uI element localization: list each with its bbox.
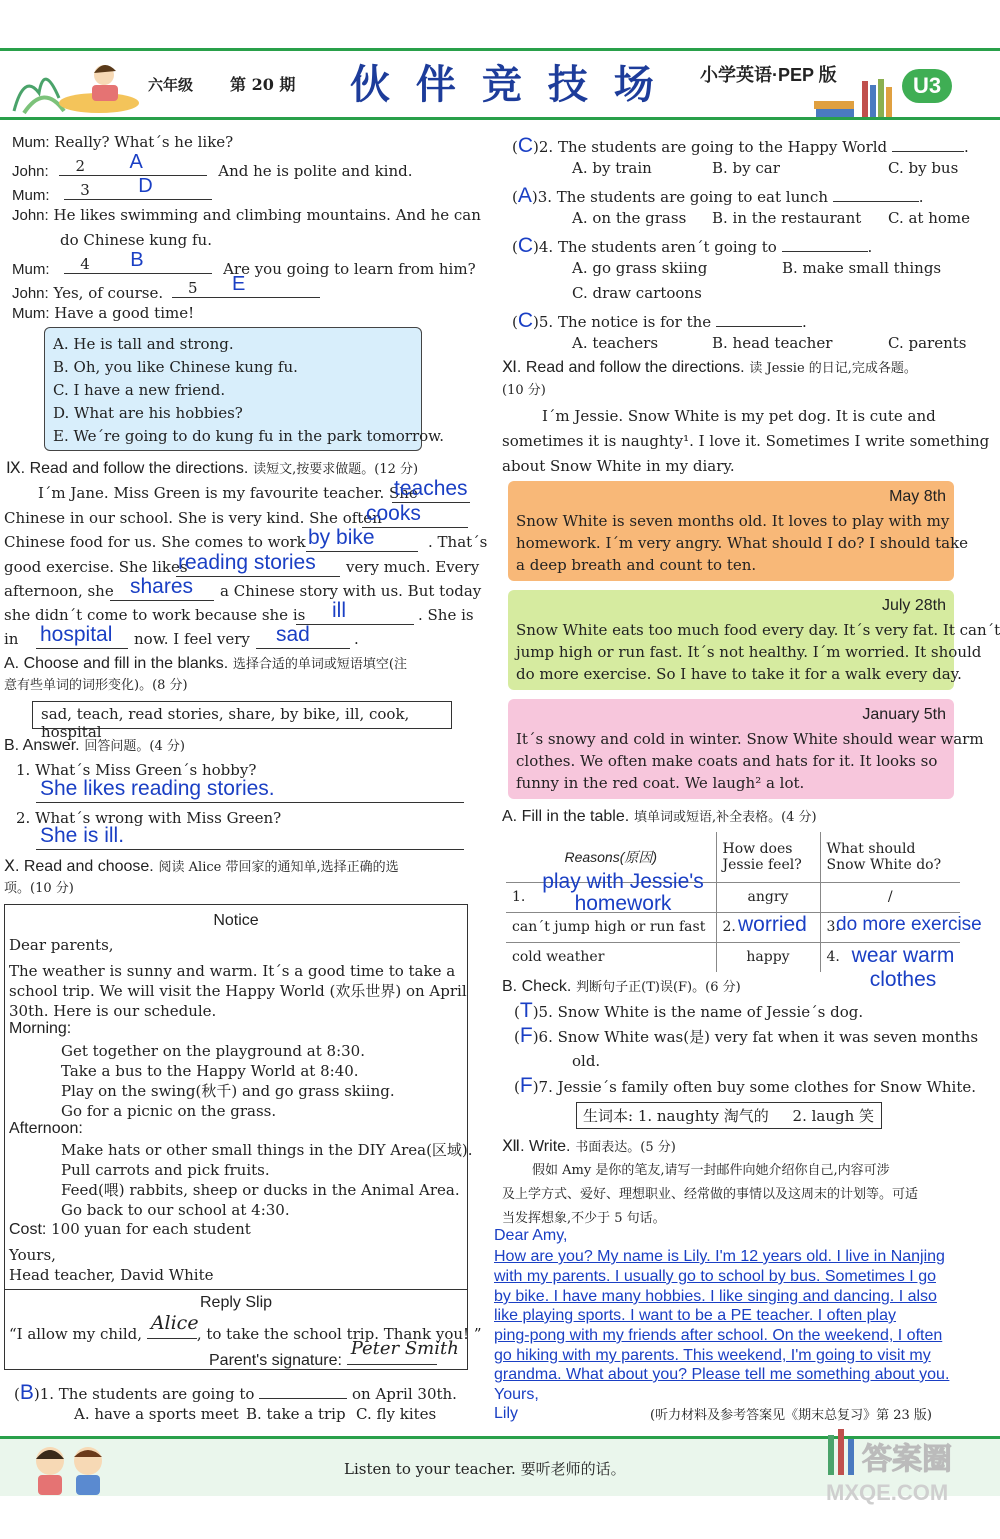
- section-instruction: 判断句子正(T)误(F)。(6 分): [576, 980, 741, 995]
- question: 2. What´s wrong with Miss Green?: [16, 809, 282, 827]
- answer-blank: [172, 273, 320, 298]
- question: )3. The students are going to eat lunch: [531, 188, 828, 206]
- notice-greeting: Dear parents,: [9, 936, 114, 954]
- question: )5. The notice is for the: [533, 313, 712, 331]
- speaker: John:: [12, 163, 49, 180]
- table-cell: cold weather: [506, 942, 716, 972]
- blank-number: 1.: [512, 889, 526, 905]
- signature-field: [347, 1338, 459, 1365]
- diary-entry-july: [508, 590, 1000, 690]
- question: .: [867, 238, 873, 256]
- notice-line: The weather is sunny and warm. It´s a good time to take a: [9, 962, 456, 980]
- section-instruction: 读 Jessie 的日记,完成各题。: [749, 361, 917, 376]
- subject-label: 小学英语·PEP 版: [700, 65, 837, 85]
- schedule-item: Play on the swing(秋千) and go grass skiing.: [61, 1082, 395, 1100]
- question: .: [963, 138, 969, 156]
- question: )1. The students are going to: [33, 1385, 255, 1403]
- dialog-line: Have a good time!: [54, 304, 195, 322]
- handwritten-answer: C: [517, 134, 534, 157]
- word-bank: [32, 701, 452, 741]
- schedule-item: Go for a picnic on the grass.: [61, 1102, 277, 1120]
- passage-line: about Snow White in my diary.: [502, 457, 735, 475]
- check-statement: )6. Snow White was(是) very fat when it was seven months: [532, 1028, 979, 1046]
- handwritten-answer: shares: [130, 575, 194, 598]
- check-statement: )7. Jessie´s family often buy some clothes for Snow White.: [532, 1078, 977, 1096]
- blank-number: 2.: [722, 919, 736, 935]
- passage-line: in: [4, 630, 19, 648]
- option-item: A. He is tall and strong.: [53, 335, 234, 353]
- speaker: John:: [12, 285, 49, 302]
- handwritten-answer: teaches: [394, 477, 468, 500]
- letter-line: Dear Amy,: [494, 1227, 568, 1244]
- check-statement: )5. Snow White is the name of Jessie´s dog.: [532, 1003, 864, 1021]
- dialog-line: Really? What´s he like?: [54, 133, 234, 151]
- option-item: B. in the restaurant: [712, 209, 862, 227]
- grade-label: 六年级: [148, 76, 194, 94]
- section-instruction: 回答问题。(4 分): [84, 739, 185, 754]
- answer-blank: [362, 502, 468, 528]
- diary-date: July 28th: [881, 597, 946, 614]
- option-item: C. fly kites: [356, 1405, 437, 1423]
- books-icon: [812, 75, 902, 119]
- option-item: C. by bus: [888, 159, 959, 177]
- table-cell: /: [820, 882, 960, 912]
- passage-line: I´m Jessie. Snow White is my pet dog. It is cute and: [542, 407, 936, 425]
- option-item: A. teachers: [572, 334, 659, 352]
- diary-line: homework. I´m very angry. What should I do? I should take: [516, 534, 969, 552]
- option-item: C. I have a new friend.: [53, 381, 226, 399]
- table-cell: angry: [716, 882, 820, 912]
- speaker: Mum:: [12, 134, 50, 151]
- handwritten-answer: C: [517, 234, 534, 257]
- diary-date: January 5th: [862, 706, 946, 723]
- handwritten-answer: reading stories: [178, 551, 316, 574]
- option-item: C. at home: [888, 209, 971, 227]
- morning-heading: Morning:: [9, 1020, 72, 1037]
- subsection-title: B. Answer.: [4, 737, 80, 754]
- diary-entry-may: [508, 481, 969, 581]
- signature-label: Parent's signature:: [209, 1352, 342, 1369]
- option-item: A. go grass skiing: [572, 259, 708, 277]
- diary-line: do more exercise. So I have to take it for a walk every day.: [516, 665, 962, 683]
- letter-line: How are you? My name is Lily. I'm 12 years old. I live in Nanjing: [494, 1248, 945, 1265]
- notice-closing: Yours,: [9, 1246, 56, 1264]
- handwritten-answer: She likes reading stories.: [40, 777, 275, 800]
- answer-blank: [296, 599, 414, 625]
- passage-line: very much. Every: [346, 558, 480, 576]
- handwritten-answer: E: [231, 273, 246, 295]
- speaker: Mum:: [12, 261, 50, 278]
- option-item: A. have a sports meet: [74, 1405, 239, 1423]
- dialog-line: do Chinese kung fu.: [60, 231, 212, 249]
- subsection-title: A. Choose and fill in the blanks.: [4, 655, 229, 672]
- handwritten-answer: play with Jessie's homework: [542, 870, 704, 915]
- passage-line: she didn´t come to work because she is: [4, 606, 306, 624]
- handwritten-answer: cooks: [366, 502, 421, 525]
- handwritten-answer: by bike: [308, 526, 375, 549]
- question: )2. The students are going to the Happy World: [533, 138, 888, 156]
- option-item: B. by car: [712, 159, 780, 177]
- letter-line: with my parents. I usually go to school by bus. Sometimes I go: [494, 1268, 936, 1285]
- section-instruction: 阅读 Alice 带回家的通知单,选择正确的选: [158, 860, 399, 875]
- dialog-line: And he is polite and kind.: [218, 162, 413, 180]
- section-instruction: 选择合适的单词或短语填空(注: [232, 657, 407, 672]
- dialog-line: Are you going to learn from him?: [223, 260, 476, 278]
- question: )4. The students aren´t going to: [533, 238, 777, 256]
- option-item: D. What are his hobbies?: [53, 404, 243, 422]
- reply-text: , to take the school trip. Thank you! ”: [196, 1325, 482, 1343]
- option-item: C. parents: [888, 334, 967, 352]
- vocabulary-box: [576, 1102, 882, 1129]
- section-score: (10 分): [502, 383, 546, 398]
- diary-line: Snow White eats too much food every day. It´s very fat. It can´t: [516, 621, 1000, 639]
- handwritten-answer: hospital: [40, 623, 113, 646]
- section-title: Ⅺ. Read and follow the directions.: [502, 359, 745, 376]
- question: .: [801, 313, 807, 331]
- footer-text: Listen to your teacher. 要听老师的话。: [344, 1460, 626, 1478]
- option-item: B. take a trip: [246, 1405, 346, 1423]
- section-instruction: 项。(10 分): [4, 881, 74, 896]
- writing-prompt: 当发挥想象,不少于 5 句话。: [502, 1211, 666, 1226]
- writing-prompt: 假如 Amy 是你的笔友,请写一封邮件向她介绍你自己,内容可涉: [532, 1163, 890, 1178]
- table-header: How does Jessie feel?: [716, 832, 820, 882]
- speaker: Mum:: [12, 187, 50, 204]
- page-footer: [0, 1436, 1000, 1505]
- answer-blank: [64, 175, 212, 200]
- option-item: A. by train: [572, 159, 652, 177]
- cost-label: Cost:: [9, 1221, 47, 1238]
- subsection-title: A. Fill in the table.: [502, 808, 630, 825]
- section-instruction: 填单词或短语,补全表格。(4 分): [633, 810, 817, 825]
- handwritten-answer: C: [517, 309, 534, 332]
- schedule-item: Go back to our school at 4:30.: [61, 1201, 290, 1219]
- notice-signer: Head teacher, David White: [9, 1266, 214, 1284]
- blank-number: 2: [75, 157, 86, 175]
- divider: [5, 1289, 467, 1290]
- diary-line: Snow White is seven months old. It loves to play with my: [516, 512, 950, 530]
- table-cell: happy: [716, 942, 820, 972]
- page-header: [0, 48, 1000, 120]
- passage-line: sometimes it is naughty¹. I love it. Sometimes I write something: [502, 432, 990, 450]
- handwritten-answer: She is ill.: [40, 824, 125, 847]
- kids-reading-illustration: [4, 53, 144, 117]
- option-item: A. on the grass: [572, 209, 687, 227]
- passage-line: . That´s: [428, 533, 488, 551]
- section-title: Ⅹ. Read and choose.: [4, 858, 154, 875]
- blank-number: 4.: [826, 949, 840, 966]
- option-item: E. We´re going to do kung fu in the park tomorrow.: [53, 427, 444, 445]
- speaker: John:: [12, 207, 49, 224]
- question: on April 30th.: [351, 1385, 457, 1403]
- word-bank-text: sad, teach, read stories, share, by bike, ill, cook, hospital: [41, 705, 410, 741]
- reference-note: (听力材料及参考答案见《期末总复习》第 23 版): [650, 1408, 932, 1423]
- handwritten-answer: do more exercise: [836, 914, 982, 935]
- letter-line: ping-pong with my friends after school. On the weekend, I often: [494, 1327, 943, 1344]
- handwritten-answer: T: [519, 999, 533, 1022]
- letter-line: Lily: [494, 1405, 519, 1422]
- handwritten-answer: B: [130, 249, 144, 271]
- passage-line: afternoon, she: [4, 582, 114, 600]
- answer-blank: [256, 623, 350, 649]
- schedule-item: Pull carrots and pick fruits.: [61, 1161, 270, 1179]
- blank-number: 4: [80, 255, 90, 273]
- table-header: What should Snow White do?: [820, 832, 960, 882]
- blank-number: 5: [187, 279, 198, 297]
- speaker: Mum:: [12, 305, 50, 322]
- answer-blank: [36, 623, 128, 649]
- diary-line: It´s snowy and cold in winter. Snow White should wear warm: [516, 730, 984, 748]
- diary-line: a deep breath and count to ten.: [516, 556, 757, 574]
- option-item: B. head teacher: [712, 334, 833, 352]
- handwritten-answer: sad: [276, 623, 310, 646]
- handwritten-answer: worried: [738, 913, 807, 936]
- answer-blank: [64, 249, 212, 274]
- schedule-item: Get together on the playground at 8:30.: [61, 1042, 365, 1060]
- passage-line: Chinese food for us. She comes to work: [4, 533, 306, 551]
- answer-blank: [59, 151, 207, 176]
- section-instruction: 书面表达。(5 分): [575, 1140, 676, 1155]
- blank-number: 3.: [826, 919, 840, 935]
- answer-blank: [176, 551, 340, 577]
- notice-title: Notice: [213, 912, 259, 929]
- passage-line: . She is: [418, 606, 474, 624]
- schedule-item: Make hats or other small things in the DIY Area(区域).: [61, 1141, 473, 1159]
- passage-line: Chinese in our school. She is very kind. She often: [4, 509, 382, 527]
- section-instruction: 意有些单词的词形变化)。(8 分): [4, 678, 188, 693]
- options-box: [44, 327, 444, 451]
- passage-line: good exercise. She likes: [4, 558, 188, 576]
- notice-box: [4, 904, 482, 1370]
- passage-line: I´m Jane. Miss Green is my favourite teacher. She: [38, 484, 418, 502]
- handwritten-signature: Peter Smith: [350, 1338, 459, 1359]
- handwritten-answer: B: [19, 1381, 34, 1404]
- passage-line: a Chinese story with us. But today: [220, 582, 482, 600]
- unit-badge: U3: [902, 69, 952, 103]
- letter-line: go hiking with my parents. This weekend, I'm going to visit my: [494, 1347, 931, 1364]
- handwritten-answer: F: [519, 1024, 533, 1047]
- letter-line: Yours,: [494, 1386, 539, 1403]
- diary-date: May 8th: [889, 488, 946, 505]
- issue-label: 第 20 期: [230, 75, 296, 94]
- dialog-line: He likes swimming and climbing mountains. And he can: [53, 206, 481, 224]
- blank-number: 3: [80, 181, 90, 199]
- letter-line: by bike. I have many hobbies. I like singing and dancing. I also: [494, 1288, 937, 1305]
- question: .: [918, 188, 924, 206]
- cost-value: 100 yuan for each student: [51, 1220, 251, 1238]
- section-title: Ⅻ. Write.: [502, 1138, 571, 1155]
- letter-line: like playing sports. I want to be a PE teacher. I often play: [494, 1307, 897, 1324]
- watermark-text: MXQE.COM: [826, 1480, 949, 1505]
- question: 1. What´s Miss Green´s hobby?: [16, 761, 257, 779]
- answer-blank: [36, 777, 464, 803]
- section-instruction: 读短文,按要求做题。(12 分): [253, 462, 419, 477]
- answer-blank: [306, 526, 418, 552]
- answer-blank: [392, 477, 470, 503]
- page-title: 伙 伴 竞 技 场: [350, 61, 660, 108]
- handwritten-answer: F: [519, 1074, 533, 1097]
- answer-blank: [36, 824, 464, 850]
- handwritten-answer: A: [517, 184, 532, 207]
- schedule-item: Take a bus to the Happy World at 8:40.: [61, 1062, 359, 1080]
- option-item: B. make small things: [782, 259, 942, 277]
- vocabulary-text: 生词本: 1. naughty 淘气的 2. laugh 笑: [583, 1107, 875, 1125]
- handwritten-answer: ill: [332, 599, 346, 622]
- passage-line: .: [354, 630, 359, 648]
- schedule-item: Feed(喂) rabbits, sheep or ducks in the Animal Area.: [61, 1181, 460, 1199]
- letter-line: grandma. What about you? Please tell me something about you.: [494, 1366, 950, 1383]
- diary-line: funny in the red coat. We laugh² a lot.: [516, 774, 805, 792]
- passage-line: now. I feel very: [134, 630, 250, 648]
- handwritten-answer: D: [138, 175, 153, 197]
- diary-line: jump high or run fast. It´s not healthy. I´m worried. It should: [516, 643, 982, 661]
- writing-prompt: 及上学方式、爱好、理想职业、经常做的事情以及这周末的计划等。可适: [502, 1187, 919, 1202]
- handwritten-answer: wear warm clothes: [851, 944, 955, 991]
- diary-entry-january: [508, 699, 984, 799]
- svg-text:答案圈: 答案圈: [862, 1442, 952, 1477]
- table-header: Reasons(原因): [506, 832, 716, 882]
- dialog-line: Yes, of course.: [53, 284, 164, 302]
- reply-slip-title: Reply Slip: [199, 1294, 273, 1311]
- diary-line: clothes. We often make coats and hats for it. It looks so: [516, 752, 938, 770]
- subsection-title: B. Check.: [502, 978, 572, 995]
- afternoon-heading: Afternoon:: [9, 1120, 83, 1137]
- students-illustration: [26, 1441, 116, 1497]
- reply-text: “I allow my child,: [9, 1325, 143, 1343]
- handwritten-name: Alice: [150, 1312, 199, 1334]
- option-item: B. Oh, you like Chinese kung fu.: [53, 358, 298, 376]
- notice-line: 30th. Here is our schedule.: [9, 1002, 217, 1020]
- option-item: C. draw cartoons: [572, 284, 702, 302]
- answer-blank: [110, 575, 214, 601]
- section-title: Ⅸ. Read and follow the directions.: [6, 460, 249, 477]
- handwritten-answer: A: [129, 151, 143, 173]
- check-statement: old.: [572, 1052, 601, 1070]
- table-cell: can´t jump high or run fast: [506, 912, 716, 942]
- notice-line: school trip. We will visit the Happy World (欢乐世界) on April: [9, 982, 467, 1000]
- child-name-field: [147, 1312, 199, 1339]
